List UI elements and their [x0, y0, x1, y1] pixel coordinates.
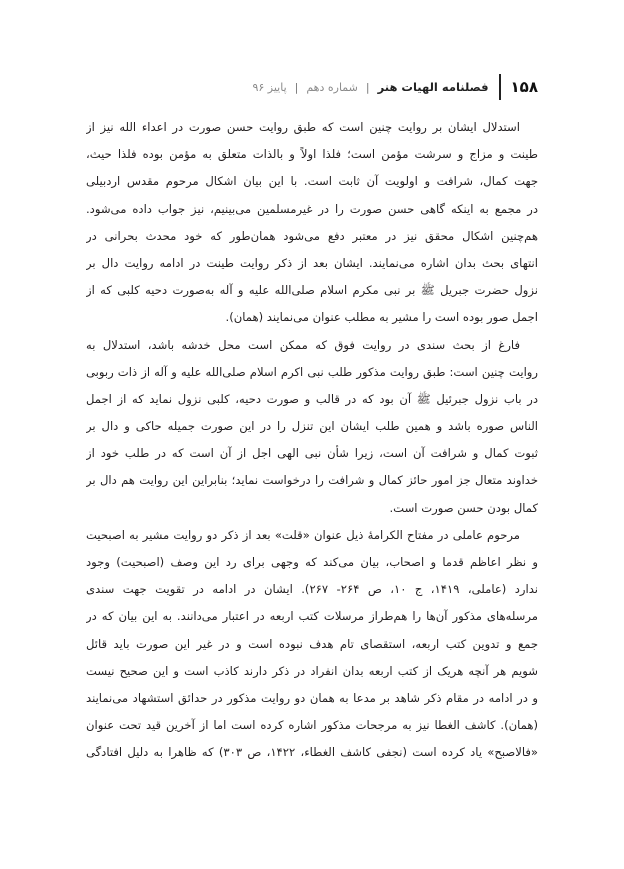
paragraph-3: [86, 522, 538, 767]
text-line: فارغ از بحث سندی در روایت فوق که ممکن است محل خدشه باشد، استدلال به: [86, 337, 520, 352]
page-number: ۱۵۸: [510, 78, 538, 96]
text-line: در مجمع به اینکه گاهی حسن صورت را در غیرمسلمین می‌بینیم، نیز جواب داده می‌شود.: [86, 201, 538, 216]
season-label: پاییز ۹۶: [252, 80, 287, 94]
text-line: جهت کمال، شرافت و اولویت آن ثابت است. با این بیان اشکال مرحوم مقدس اردبیلی: [86, 174, 538, 189]
text-line: شویم هر آنچه هریک از کتب اربعه بدان انفراد در ذکر دارند کاذب است و این صحیح نیست: [86, 663, 538, 678]
text-line: ندارد (عاملی، ۱۴۱۹، ج ۱۰، ص ۲۶۴- ۲۶۷). ایشان در ادامه در تقویت جهت سندی: [86, 582, 538, 597]
text-line: انتهای بحث بدان اشاره می‌نمایند. ایشان بعد از ذکر روایت طینت در ادامه روایت دال بر: [86, 255, 538, 270]
text-line: خداوند متعال جز امور حائز کمال و شرافت را درخواست نماید؛ بنابراین این روایت هم دال بر: [86, 473, 538, 488]
body-text: [86, 114, 538, 767]
text-line: در باب نزول جبرئیل ﷺ آن بود که در قالب و صورت دحیه، کلبی نزول نماید که از اجمل: [86, 391, 538, 406]
text-line: جمع و تدوین کتب اربعه، استقصای تام هدف نبوده است و در غیر این صورت باید قائل: [86, 636, 538, 651]
header-separator-1: |: [365, 80, 370, 94]
text-line: مرسله‌های مذکور آن‌ها را هم‌طراز مرسلات کتب اربعه در اعتبار می‌دانند. به این بیان که در: [86, 609, 538, 624]
header-separator-2: |: [294, 80, 299, 94]
text-line: اجمل صور بوده است را مشیر به مطلب عنوان می‌نمایند (همان).: [225, 310, 538, 325]
paragraph-1: [86, 114, 538, 332]
text-line: هم‌چنین اشکال محقق نیز در معتبر دفع می‌شود همان‌طور که خود محدث بحرانی در: [86, 228, 538, 243]
journal-title: فصلنامه الهیات هنر: [377, 80, 489, 94]
running-header: [86, 76, 538, 98]
text-line: طینت و مزاج و سرشت مؤمن است؛ فلذا اولاً و بالذات متعلق به مؤمن بوده فلذا حیث،: [86, 147, 538, 162]
text-line: الناس صوره باشد و همین طلب ایشان این تنزل را در این صورت جمیله حاکی و دال بر: [86, 419, 538, 434]
text-line: و در ادامه در مقام ذکر شاهد بر مدعا به همان دو روایت مذکور در حدائق استشهاد می‌نمایند: [86, 690, 538, 705]
text-line: مرحوم عاملی در مفتاح الکرامهٔ ذیل عنوان «قلت» بعد از ذکر دو روایت مشیر به اصبحیت: [86, 527, 520, 542]
text-line: کمال بودن حسن صورت است.: [389, 500, 538, 515]
text-line: روایت چنین است: طبق روایت مذکور طلب نبی اکرم اسلام صلی‌الله علیه و آله از ذات ربوبی: [86, 364, 538, 379]
text-line: «فالاصبح» یاد کرده است (نجفی کاشف الغطاء، ۱۴۲۲، ص ۳۰۳) که ظاهرا به دلیل افتادگی: [86, 745, 538, 760]
issue-label: شماره دهم: [306, 80, 358, 94]
text-line: ثبوت کمال و شرافت آن است، زیرا شأن نبی الهی اجل از آن است که در طلب خود از: [86, 446, 538, 461]
text-line: نزول حضرت جبریل ﷺ بر نبی مکرم اسلام صلی‌الله علیه و آله به‌صورت دحیه کلبی که از: [86, 283, 538, 298]
text-line: (همان). کاشف الغطا نیز به مرجحات مذکور اشاره کرده است اما از آخرین قید تحت عنوان: [86, 718, 538, 733]
text-line: و نظر اعاظم قدما و اصحاب، بیان می‌کند که وجهی برای رد این وصف (اصبحیت) وجود: [86, 555, 538, 569]
text-line: استدلال ایشان بر روایت چنین است که طبق روایت حسن صورت در اعداء الله نیز از: [86, 120, 520, 134]
paragraph-2: [86, 332, 538, 522]
header-divider: [499, 74, 501, 100]
